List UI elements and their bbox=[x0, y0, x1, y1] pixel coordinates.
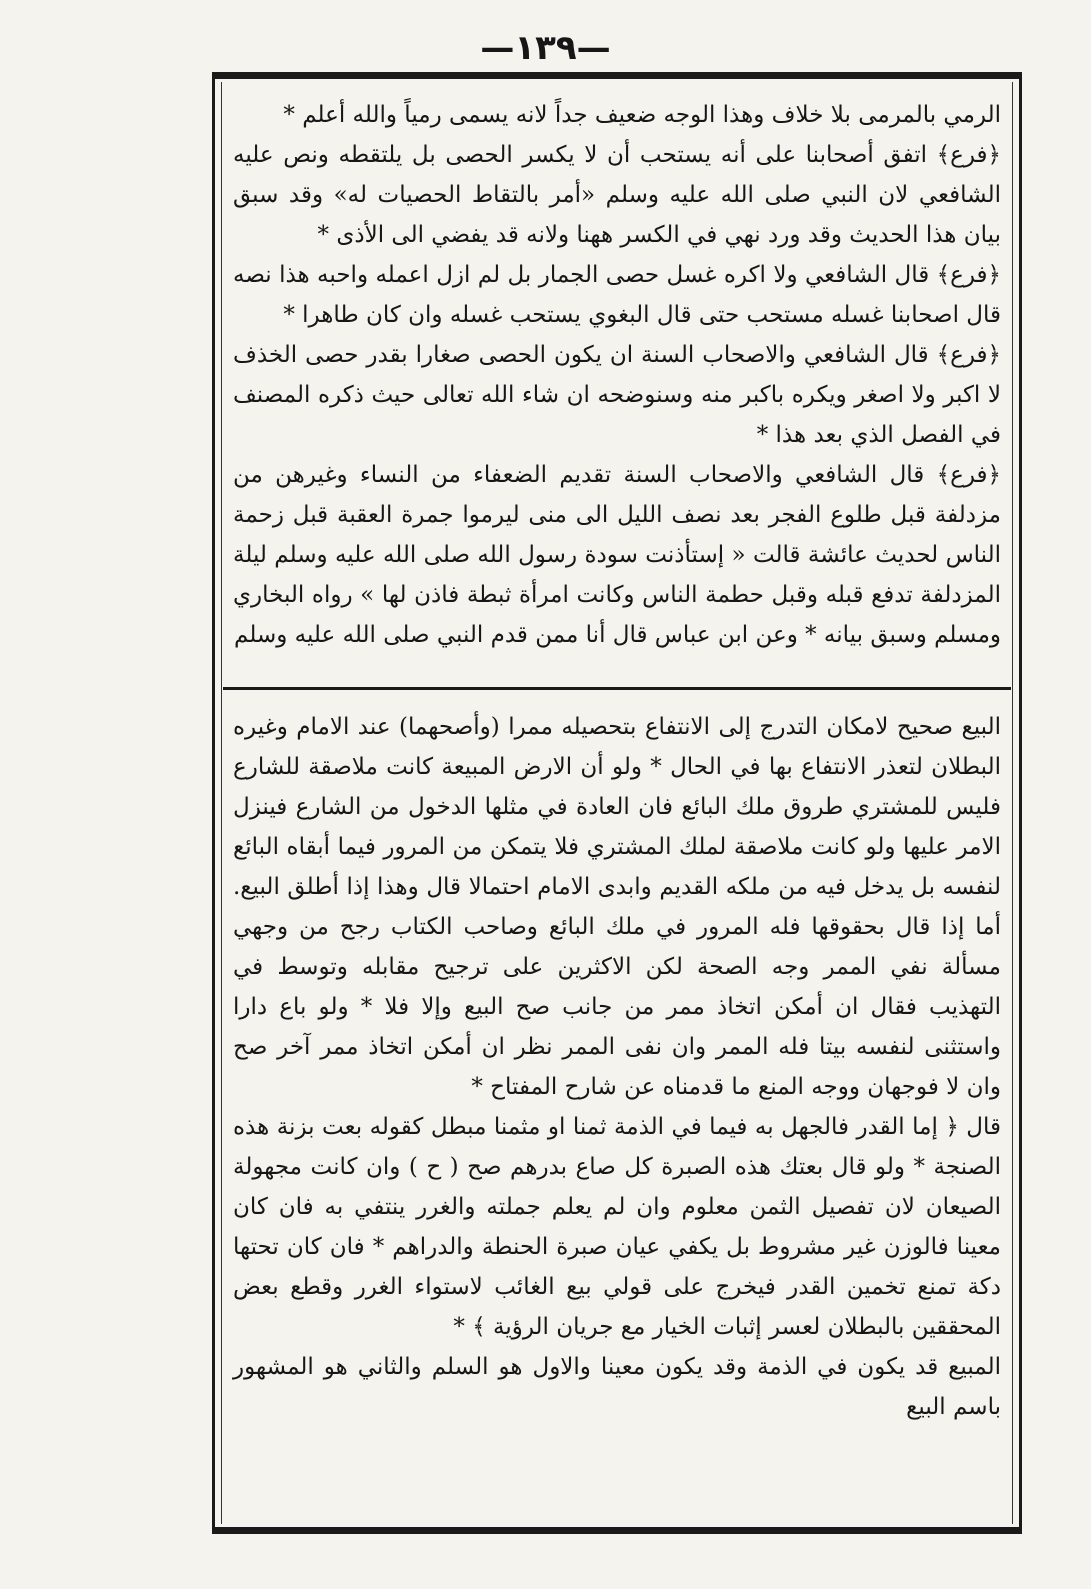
paragraph: قال ﴿ إما القدر فالجهل به فيما في الذمة ثمنا او مثمنا مبطل كقوله بعت بزنة هذه الصنجة * ولو قال بعتك هذه الصبرة كل صاع بدرهم صح ( ح ) وان كانت مجهولة الصيعان لان تفصيل الثمن معلوم وان لم يعلم جملته والغرر ينتفي به فان كان معينا فالوزن غير مشروط بل يكفي عيان صبرة الحنطة والدراهم * فان كان تحتها دكة تمنع تخمين القدر فيخرج على قولي بيع الغائب لاستواء الغرر وقطع بعض المحققين بالبطلان لعسر إثبات الخيار مع جريان الرؤية ﴾ * bbox=[233, 1114, 1001, 1340]
sharh-section bbox=[233, 707, 1001, 1527]
paragraph: البيع صحيح لامكان التدرج إلى الانتفاع بتحصيله ممرا (وأصحهما) عند الامام وغيره البطلان لتعذر الانتفاع بها في الحال * ولو أن الارض المبيعة كانت ملاصقة للشارع فليس للمشتري طروق ملك البائع فان العادة في مثلها الدخول من الشارع فينزل الامر عليها ولو كانت ملاصقة لملك المشتري فلا يتمكن من المرور فيما أبقاه البائع لنفسه بل يدخل فيه من ملكه القديم وابدى الامام احتمالا قال وهذا إذا أطلق البيع. أما إذا قال بحقوقها فله المرور في ملك البائع وصاحب الكتاب رجح من وجهي مسألة نفي الممر وجه الصحة لكن الاكثرين على ترجيح مقابله وتوسط في التهذيب فقال ان أمكن اتخاذ ممر من جانب صح البيع وإلا فلا * ولو باع دارا واستثنى لنفسه بيتا فله الممر وان نفى الممر نظر ان أمكن اتخاذ ممر آخر صح وان لا فوجهان ووجه المنع ما قدمناه عن شارح المفتاح * bbox=[233, 714, 1001, 1100]
paragraph: ﴿فرع﴾ قال الشافعي والاصحاب السنة ان يكون الحصى صغارا بقدر حصى الخذف لا اكبر ولا اصغر ويكره باكبر منه وسنوضحه ان شاء الله تعالى حيث ذكره المصنف في الفصل الذي بعد هذا * bbox=[233, 342, 1001, 448]
paragraph: ﴿فرع﴾ اتفق أصحابنا على أنه يستحب أن لا يكسر الحصى بل يلتقطه ونص عليه الشافعي لان النبي صلى الله عليه وسلم «أمر بالتقاط الحصيات له» وقد سبق بيان هذا الحديث وقد ورد نهي في الكسر ههنا ولانه قد يفضي الى الأذى * bbox=[233, 142, 1001, 248]
section-divider bbox=[223, 687, 1011, 690]
paragraph: المبيع قد يكون في الذمة وقد يكون معينا والاول هو السلم والثاني هو المشهور باسم البيع bbox=[233, 1354, 1001, 1420]
paragraph: ﴿فرع﴾ قال الشافعي والاصحاب السنة تقديم الضعفاء من النساء وغيرهن من مزدلفة قبل طلوع الفجر بعد نصف الليل الى منى ليرموا جمرة العقبة قبل زحمة الناس لحديث عائشة قالت « إستأذنت سودة رسول الله صلى الله عليه وسلم ليلة المزدلفة تدفع قبله وقبل حطمة الناس وكانت امرأة ثبطة فاذن لها » رواه البخاري ومسلم وسبق بيانه * وعن ابن عباس قال أنا ممن قدم النبي صلى الله عليه وسلم bbox=[233, 462, 1001, 648]
page-number: —١٣٩— bbox=[480, 28, 611, 68]
paragraph: ﴿فرع﴾ قال الشافعي ولا اكره غسل حصى الجمار بل لم ازل اعمله واحبه هذا نصه قال اصحابنا غسله مستحب حتى قال البغوي يستحب غسله وان كان طاهرا * bbox=[233, 262, 1001, 328]
page-frame bbox=[212, 72, 1022, 1534]
paragraph: الرمي بالمرمى بلا خلاف وهذا الوجه ضعيف جداً لانه يسمى رمياً والله أعلم * bbox=[283, 102, 1001, 128]
matn-section bbox=[233, 95, 1001, 675]
